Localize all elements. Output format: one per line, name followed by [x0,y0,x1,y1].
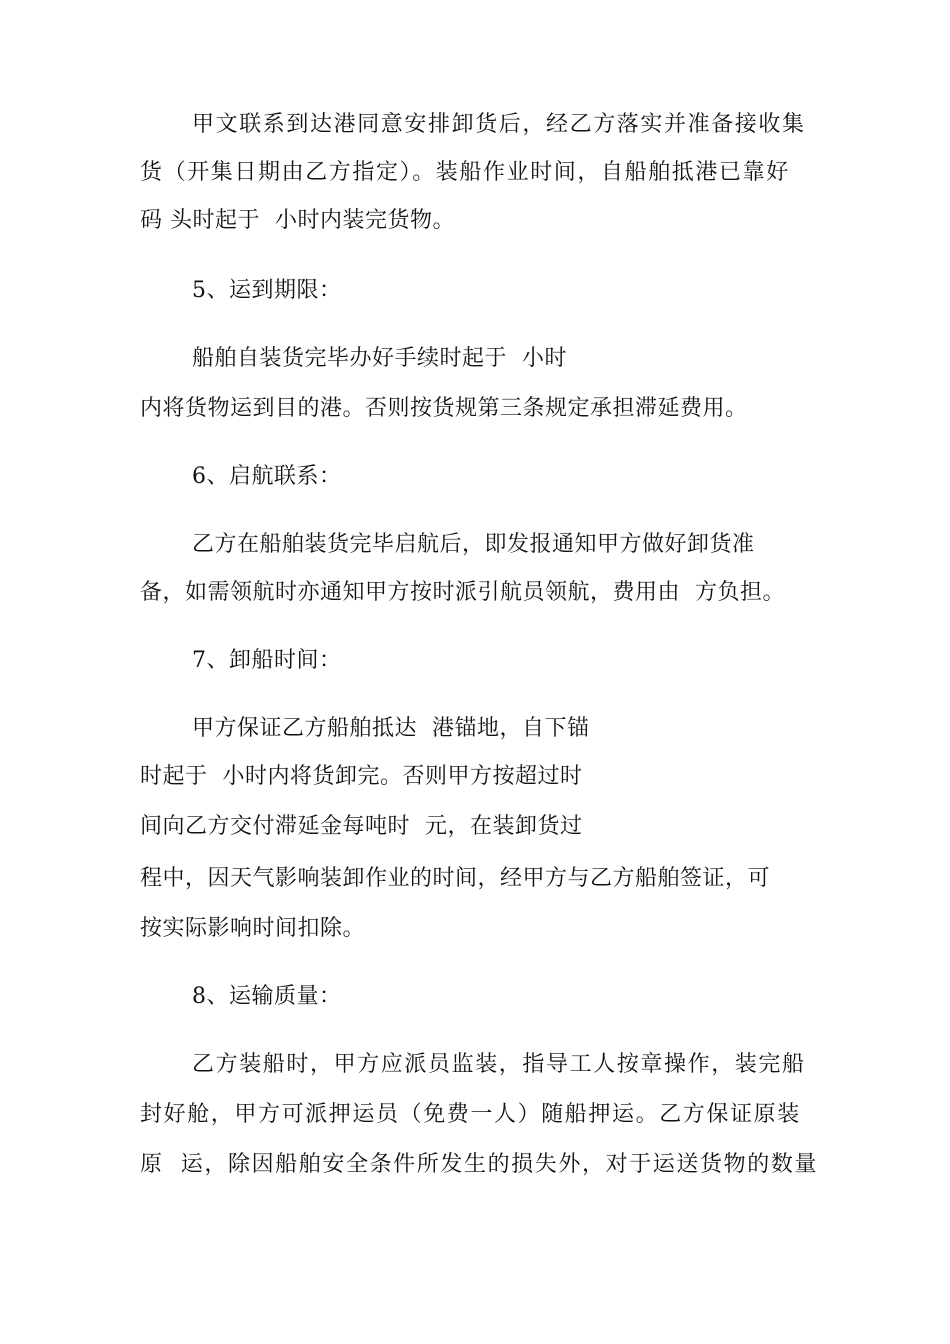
paragraph-6-line-2: 备，如需领航时亦通知甲方按时派引航员领航，费用由 方负担。 [140,580,785,605]
heading-8: 8、运输质量： [192,984,342,1009]
paragraph-7-line-4: 程中，因天气影响装卸作业的时间，经甲方与乙方船舶签证，可 [140,866,771,891]
paragraph-8-line-1: 乙方装船时，甲方应派员监装，指导工人按章操作，装完船 [192,1052,806,1077]
paragraph-8-line-2: 封好舱，甲方可派押运员（免费一人）随船押运。乙方保证原装 [140,1102,801,1127]
paragraph-5-line-1: 船舶自装货完毕办好手续时起于 小时 [192,346,567,371]
paragraph-5-line-2: 内将货物运到目的港。否则按货规第三条规定承担滞延费用。 [140,396,748,421]
heading-7: 7、卸船时间： [192,648,342,673]
paragraph-4-line-2: 货（开集日期由乙方指定）。装船作业时间，自船舶抵港已靠好 [140,160,790,185]
paragraph-7-line-5: 按实际影响时间扣除。 [140,916,366,941]
paragraph-7-line-2: 时起于 小时内将货卸完。否则甲方按超过时 [140,764,583,789]
paragraph-4-line-1: 甲文联系到达港同意安排卸货后，经乙方落实并准备接收集 [192,112,806,137]
paragraph-7-line-1: 甲方保证乙方船舶抵达 港锚地，自下锚 [192,716,590,741]
paragraph-8-line-3: 原 运，除因船舶安全条件所发生的损失外，对于运送货物的数量 [140,1152,818,1177]
heading-6: 6、启航联系： [192,464,342,489]
paragraph-4-line-3: 码 头时起于 小时内装完货物。 [140,208,455,233]
heading-5: 5、运到期限： [192,278,342,303]
paragraph-6-line-1: 乙方在船舶装货完毕启航后，即发报通知甲方做好卸货准 [192,532,755,557]
paragraph-7-line-3: 间向乙方交付滞延金每吨时 元，在装卸货过 [140,814,583,839]
